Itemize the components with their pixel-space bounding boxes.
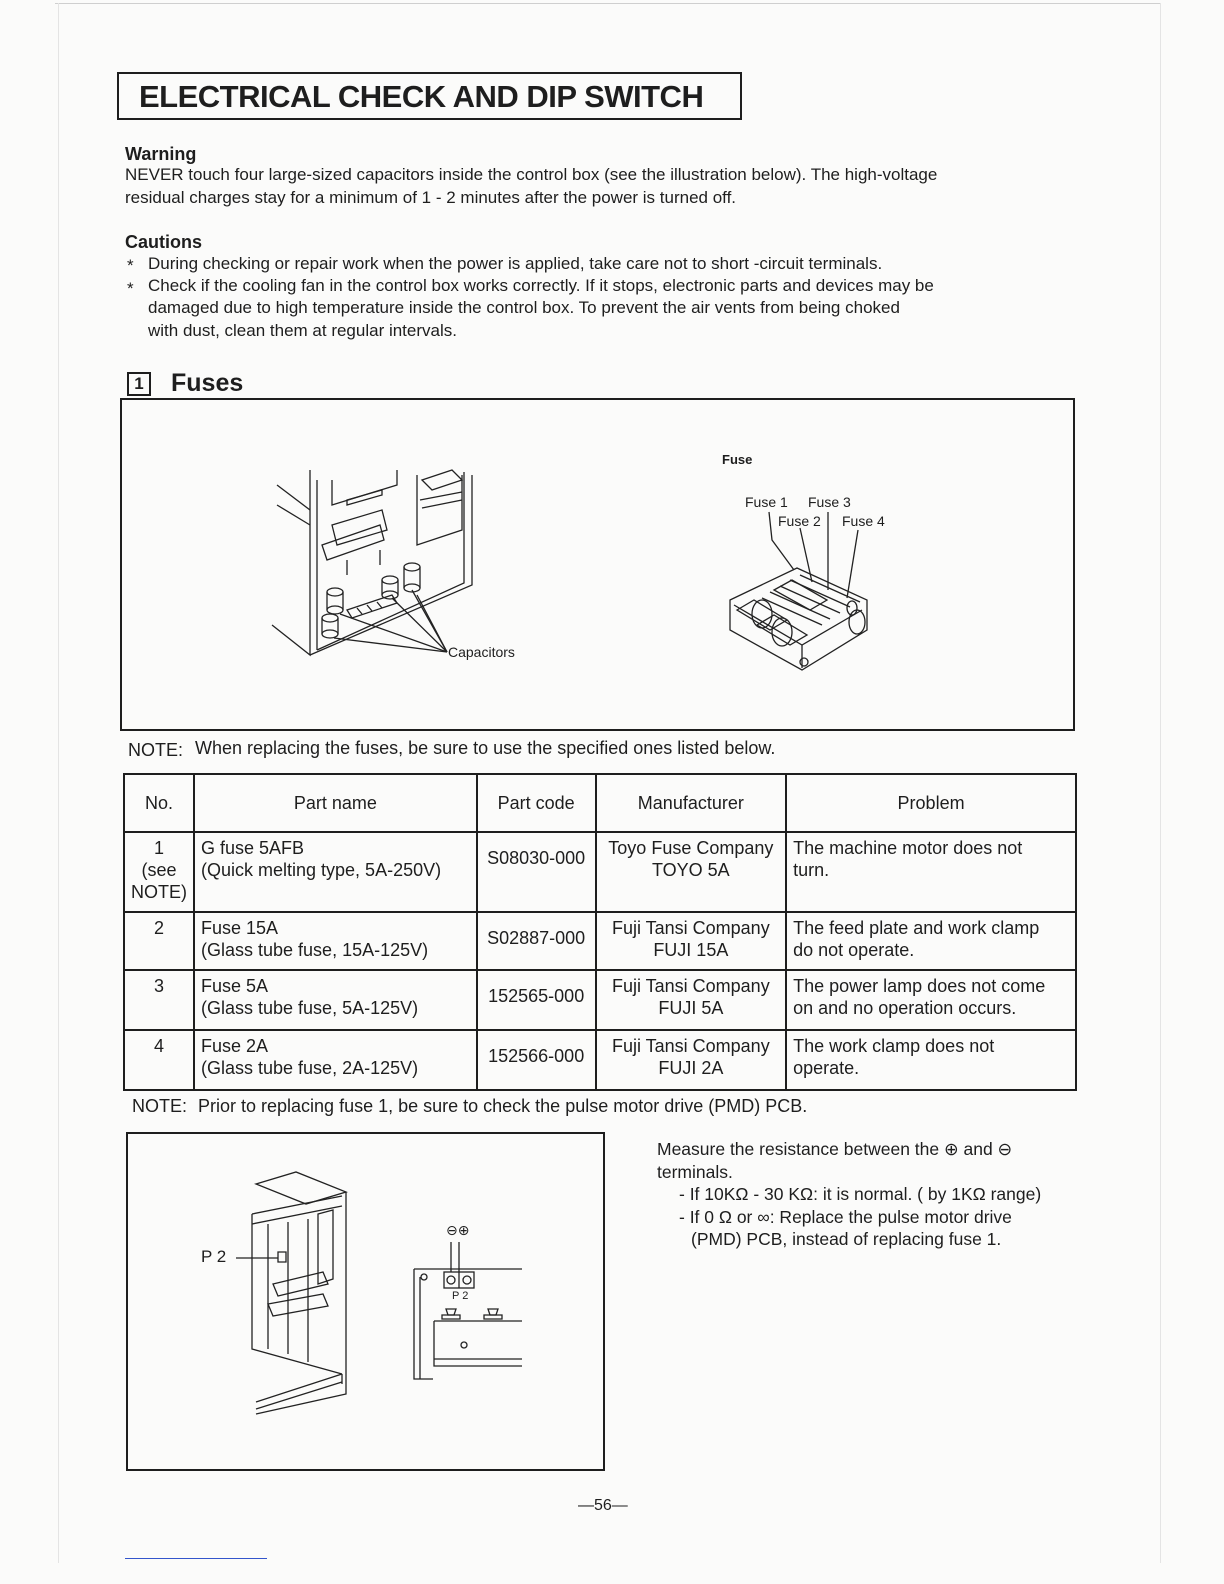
cell-part-code bbox=[477, 1030, 596, 1090]
cell-text: on and no operation occurs. bbox=[793, 998, 1017, 1018]
cell-text: 3 bbox=[153, 976, 164, 996]
cell-no bbox=[124, 832, 194, 912]
cell-part-code bbox=[477, 912, 596, 970]
table-row bbox=[124, 912, 1076, 970]
table-row bbox=[124, 1030, 1076, 1090]
cell-text: Fuji Tansi Company bbox=[611, 976, 770, 996]
cell-text: 152565-000 bbox=[488, 986, 585, 1006]
note-text: When replacing the fuses, be sure to use the specified ones listed below. bbox=[195, 738, 776, 758]
cell-text: FUJI 5A bbox=[658, 998, 724, 1018]
cell-text: 1 bbox=[153, 838, 164, 858]
note-label: NOTE: bbox=[132, 1096, 188, 1116]
cell-text: 2 bbox=[153, 918, 164, 938]
fuse-2-label: Fuse 2 bbox=[778, 513, 821, 529]
pmd-pcb-figure bbox=[126, 1132, 605, 1471]
cell-text: 4 bbox=[153, 1036, 164, 1056]
caution-item: damaged due to high temperature inside the control box. To prevent the air vents from being choked bbox=[148, 298, 900, 317]
table-row bbox=[124, 970, 1076, 1030]
cell-text: FUJI 15A bbox=[653, 940, 729, 960]
cell-text: operate. bbox=[793, 1058, 860, 1078]
measure-text: terminals. bbox=[657, 1161, 733, 1182]
fuse-title-label: Fuse bbox=[722, 452, 753, 467]
cell-no bbox=[124, 1030, 194, 1090]
cell-text: The work clamp does not bbox=[793, 1036, 995, 1056]
header-part-code: Part code bbox=[477, 774, 596, 832]
p2-label: P 2 bbox=[201, 1247, 227, 1266]
caution-item: with dust, clean them at regular intervals. bbox=[148, 321, 457, 340]
cell-part-name bbox=[194, 832, 477, 912]
cell-problem bbox=[786, 970, 1076, 1030]
cell-text: G fuse 5AFB bbox=[201, 838, 305, 858]
p2-connector-label: P 2 bbox=[452, 1290, 469, 1302]
cell-part-code bbox=[477, 832, 596, 912]
header-manufacturer: Manufacturer bbox=[596, 774, 787, 832]
warning-text-line: NEVER touch four large-sized capacitors inside the control box (see the illustration below). The high-voltage bbox=[125, 165, 938, 184]
fuse-3-label: Fuse 3 bbox=[808, 494, 851, 510]
cell-text: S08030-000 bbox=[487, 848, 586, 868]
fuse-1-label: Fuse 1 bbox=[745, 494, 788, 510]
measure-item: - If 10KΩ - 30 KΩ: it is normal. ( by 1KΩ range) bbox=[679, 1184, 1042, 1204]
fuse-figure bbox=[120, 398, 1075, 731]
fuse-table bbox=[123, 773, 1077, 1091]
fuse-4-label: Fuse 4 bbox=[842, 513, 885, 529]
cell-manufacturer bbox=[596, 970, 787, 1030]
header-problem: Problem bbox=[786, 774, 1076, 832]
cell-text: (Glass tube fuse, 2A-125V) bbox=[201, 1058, 419, 1078]
cautions-heading: Cautions bbox=[125, 232, 203, 252]
cell-text: (Glass tube fuse, 15A-125V) bbox=[201, 940, 429, 960]
header-part-name: Part name bbox=[194, 774, 477, 832]
cell-text: Fuse 15A bbox=[201, 918, 279, 938]
page-edge bbox=[55, 3, 1160, 4]
bullet: * bbox=[127, 256, 134, 275]
page-edge bbox=[58, 3, 59, 1563]
cell-problem bbox=[786, 832, 1076, 912]
measure-text: Measure the resistance between the ⊕ and ⊖ bbox=[657, 1139, 1013, 1159]
pmd-pcb-illustration bbox=[128, 1134, 607, 1473]
fuse-block-illustration bbox=[122, 400, 1077, 733]
cell-part-code bbox=[477, 970, 596, 1030]
caution-item: Check if the cooling fan in the control box works correctly. If it stops, electronic parts and devices may be bbox=[148, 276, 934, 295]
cell-text: The power lamp does not come bbox=[793, 976, 1046, 996]
cell-part-name bbox=[194, 1030, 477, 1090]
caution-item: During checking or repair work when the power is applied, take care not to short -circuit terminals. bbox=[148, 254, 883, 273]
cell-manufacturer bbox=[596, 912, 787, 970]
terminal-symbols: ⊖⊕ bbox=[446, 1222, 470, 1238]
cell-text: Fuse 2A bbox=[201, 1036, 269, 1056]
page-edge bbox=[1160, 3, 1161, 1563]
section-heading bbox=[127, 369, 243, 398]
cell-text: 152566-000 bbox=[488, 1046, 585, 1066]
table-row bbox=[124, 832, 1076, 912]
cell-text: TOYO 5A bbox=[651, 860, 730, 880]
cell-text: The feed plate and work clamp bbox=[793, 918, 1040, 938]
cell-no bbox=[124, 912, 194, 970]
page-title: ELECTRICAL CHECK AND DIP SWITCH bbox=[117, 72, 742, 120]
footer-rule bbox=[125, 1558, 267, 1559]
cell-text: turn. bbox=[793, 860, 830, 880]
cell-text: (see bbox=[141, 860, 177, 880]
cell-manufacturer bbox=[596, 1030, 787, 1090]
cell-text: Toyo Fuse Company bbox=[608, 838, 774, 858]
note-label: NOTE: bbox=[128, 740, 184, 760]
cell-text: do not operate. bbox=[793, 940, 915, 960]
cell-manufacturer bbox=[596, 832, 787, 912]
cell-no bbox=[124, 970, 194, 1030]
cell-text: Fuji Tansi Company bbox=[611, 918, 770, 938]
table-header-row bbox=[124, 774, 1076, 832]
bullet: * bbox=[127, 279, 134, 298]
header-no: No. bbox=[124, 774, 194, 832]
cell-part-name bbox=[194, 970, 477, 1030]
cell-text: NOTE) bbox=[131, 882, 187, 902]
warning-text-line: residual charges stay for a minimum of 1 - 2 minutes after the power is turned off. bbox=[125, 188, 737, 207]
cell-text: Fuji Tansi Company bbox=[611, 1036, 770, 1056]
note-text: Prior to replacing fuse 1, be sure to check the pulse motor drive (PMD) PCB. bbox=[198, 1096, 808, 1116]
cell-text: The machine motor does not bbox=[793, 838, 1023, 858]
section-number: 1 bbox=[127, 372, 151, 396]
measure-item: - If 0 Ω or ∞: Replace the pulse motor drive (PMD) PCB, instead of replacing fuse 1. bbox=[679, 1206, 1012, 1249]
warning-heading: Warning bbox=[125, 144, 197, 164]
cell-text: Fuse 5A bbox=[201, 976, 269, 996]
cell-text: FUJI 2A bbox=[658, 1058, 724, 1078]
capacitors-label: Capacitors bbox=[448, 644, 515, 660]
cell-problem bbox=[786, 1030, 1076, 1090]
measurement-instructions bbox=[657, 1138, 1067, 1251]
cell-text: S02887-000 bbox=[487, 928, 586, 948]
cell-text: (Glass tube fuse, 5A-125V) bbox=[201, 998, 419, 1018]
cell-text: (Quick melting type, 5A-250V) bbox=[201, 860, 442, 880]
cell-part-name bbox=[194, 912, 477, 970]
section-title: Fuses bbox=[171, 369, 244, 397]
cell-problem bbox=[786, 912, 1076, 970]
page-number: —56— bbox=[578, 1497, 628, 1514]
